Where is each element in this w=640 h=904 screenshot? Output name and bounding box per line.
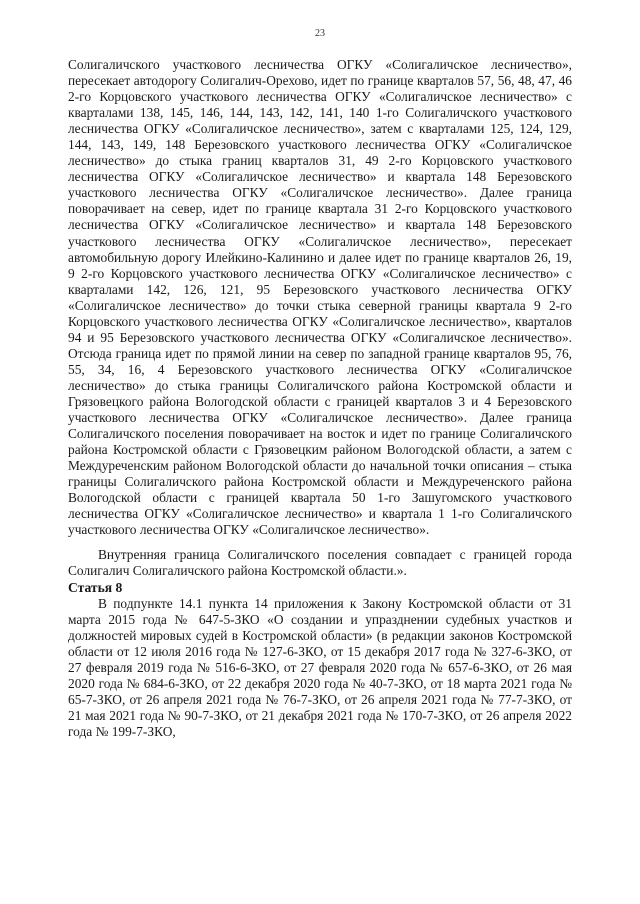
document-body xyxy=(68,57,572,740)
page-number: 23 xyxy=(315,28,325,39)
article-heading: Статья 8 xyxy=(68,579,123,595)
article-body-paragraph: В подпункте 14.1 пункта 14 приложения к Закону Костромской области от 31 марта 2015 года № 647-5-ЗКО «О создании и упразднении судебных участков и должностей мировых судей в Костромской области» (в редакции законов Костромской области от 12 июля 2016 года № 127-6-ЗКО, от 15 декабря 2017 года № 327-6-ЗКО, от 27 февраля 2019 года № 516-6-ЗКО, от 27 февраля 2020 года № 657-6-ЗКО, от 26 мая 2020 года № 684-6-ЗКО, от 22 декабря 2020 года № 40-7-ЗКО, от 18 марта 2021 года № 65-7-ЗКО, от 26 апреля 2021 года № 76-7-ЗКО, от 26 апреля 2021 года № 77-7-ЗКО, от 21 мая 2021 года № 90-7-ЗКО, от 21 декабря 2021 года № 170-7-ЗКО, от 26 апреля 2022 года № 199-7-ЗКО, xyxy=(68,595,572,739)
inner-boundary-paragraph: Внутренняя граница Солигаличского поселения совпадает с границей города Солигалич Солигаличского района Костромской области.». xyxy=(68,547,572,579)
boundary-description-paragraph: Солигаличского участкового лесничества ОГКУ «Солигаличское лесничество», пересекает автодорогу Солигалич-Орехово, идет по границе кварталов 57, 56, 48, 47, 46 2-го Корцовского участкового лесничества ОГКУ «Солигаличское лесничество» с кварталами 138, 145, 146, 144, 143, 142, 141, 140 1-го Солигаличского участкового лесничества ОГКУ «Солигаличское лесничество», затем с кварталами 125, 124, 129, 144, 143, 149, 148 Березовского участкового лесничества ОГКУ «Солигаличское лесничество» до стыка границ кварталов 31, 49 2-го Корцовского участкового лесничества ОГКУ «Солигаличское лесничество» и квартала 148 Березовского участкового лесничества ОГКУ «Солигаличское лесничество». Далее граница поворачивает на север, идет по границе квартала 31 2-го Корцовского участкового лесничества ОГКУ «Солигаличское лесничество» и квартала 148 Березовского участкового лесничества ОГКУ «Солигаличское лесничество», пересекает автомобильную дорогу Илейкино-Калинино и далее идет по границе кварталов 26, 19, 9 2-го Корцовского участкового лесничества ОГКУ «Солигаличское лесничество» с кварталами 142, 126, 121, 95 Березовского участкового лесничества ОГКУ «Солигаличское лесничество» до точки стыка северной границы квартала 9 2-го Корцовского участкового лесничества ОГКУ «Солигаличское лесничество», кварталов 94 и 95 Березовского участкового лесничества ОГКУ «Солигаличское лесничество». Отсюда граница идет по прямой линии на север по западной границе кварталов 95, 76, 55, 34, 16, 4 Березовского участкового лесничества ОГКУ «Солигаличское лесничество» до стыка границы Солигаличского района Костромской области и Грязовецкого района Вологодской области с границей кварталов 3 и 4 Березовского участкового лесничества ОГКУ «Солигаличское лесничество». Далее граница Солигаличского поселения поворачивает на восток и идет по границе Солигаличского района Костромской области с Грязовецким районом Вологодской области, а затем с Междуреченским районом Вологодской области до начальной точки описания – стыка границы Солигаличского района Костромской области и Междуреченского района Вологодской области с границей квартала 50 1-го Зашугомского участкового лесничества ОГКУ «Солигаличское лесничество» и квартала 1 1-го Солигаличского участкового лесничества ОГКУ «Солигаличское лесничество». xyxy=(68,57,572,538)
